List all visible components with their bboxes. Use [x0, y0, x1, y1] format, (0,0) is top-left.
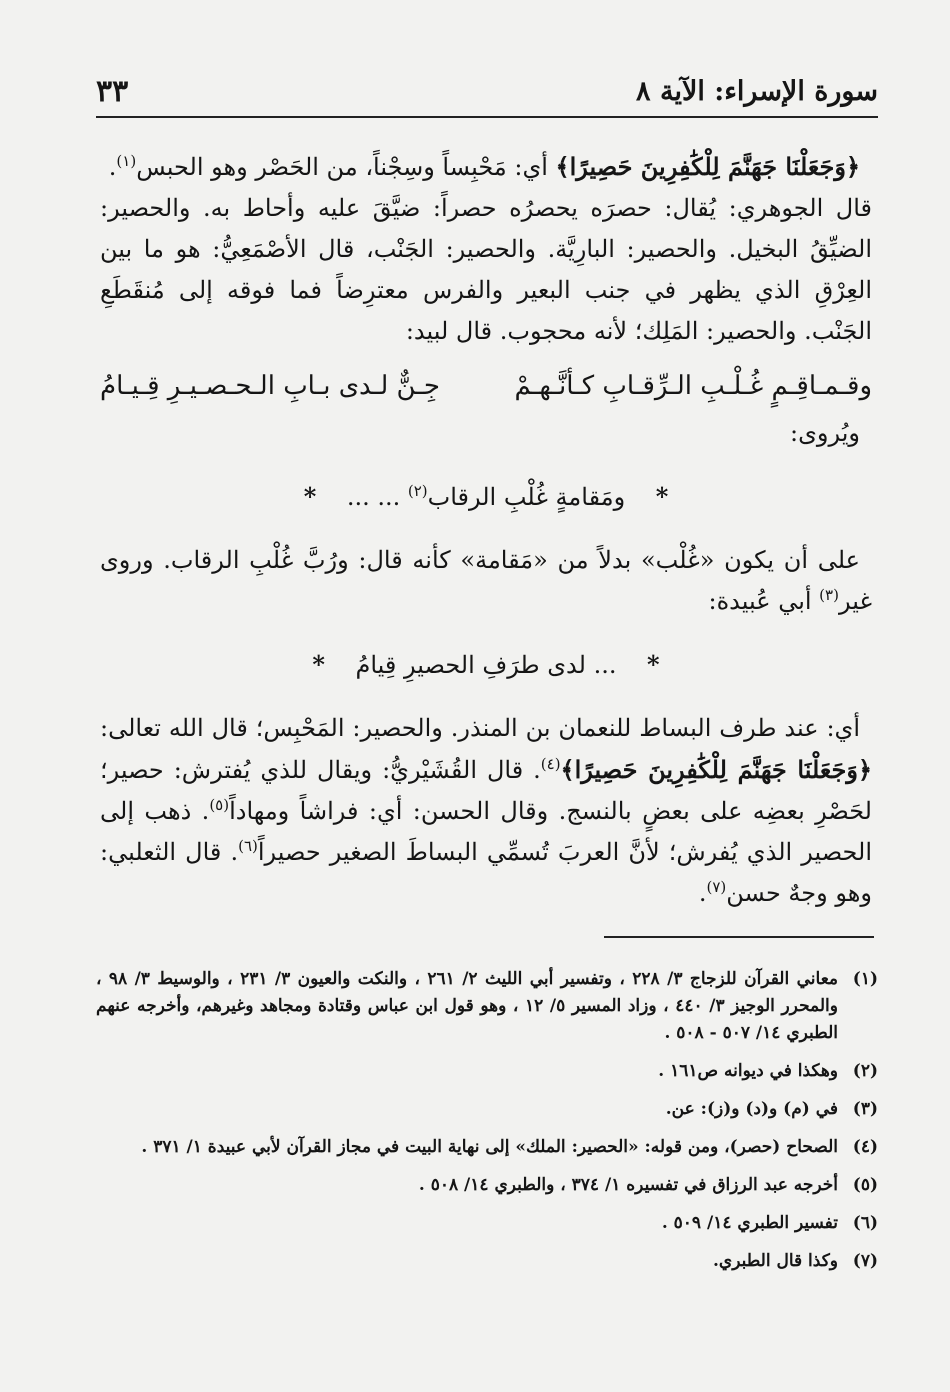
footnote-number: (٢): [852, 1061, 878, 1081]
footnote-text: وهكذا في ديوانه ص١٦١ .: [658, 1061, 838, 1081]
poetry-fragment-2: [100, 644, 872, 686]
footnote-number: (٧): [852, 1251, 878, 1271]
quran-verse: ﴿وَجَعَلْنَا جَهَنَّمَ لِلْكَٰفِرِينَ حَصِيرًا﴾: [560, 755, 872, 784]
footnote-item: [96, 1058, 878, 1085]
footnote-item: [96, 1172, 878, 1199]
footnote-ref: (٤): [540, 755, 561, 773]
text-run: أي: عند طرف البساط للنعمان بن المنذر. والحصير: المَحْبِس؛ قال الله تعالى:: [100, 714, 861, 742]
paragraph-4: [100, 540, 872, 622]
footnote-text: أخرجه عبد الرزاق في تفسيره ١/ ٣٧٤ ، والطبري ١٤/ ٥٠٨ .: [418, 1175, 838, 1195]
verse-first-hemistich: وقـمـاقِـمٍ غُـلْـبِ الـرِّقـابِ كـأنَّـهـمْ: [514, 371, 872, 401]
footnote-ref: (٧): [706, 878, 727, 896]
footnote-number: (٤): [852, 1137, 878, 1157]
footnote-number: (٥): [852, 1175, 878, 1195]
footnote-text: في (م) و(د) و(ز): عن.: [665, 1099, 838, 1119]
text-run: أي: مَحْبِساً وسِجْناً، من الحَصْر وهو الحبس: [136, 153, 556, 181]
text-run: . قال القُشَيْريُّ: ويقال للذي يُفترش: حصير؛ لحَصْرِ بعضِه على بعضٍ بالنسج. وقال الحسن: أي: فراشاً ومهاداً: [100, 756, 872, 825]
text-run: .: [108, 153, 117, 181]
paragraph-3: ويُروى:: [790, 419, 860, 447]
footnote-text: الصحاح (حصر)، ومن قوله: «الحصير: الملك» إلى نهاية البيت في مجاز القرآن لأبي عبيدة ١/ ٣٧١ .: [141, 1137, 838, 1157]
footnote-ref: (١): [116, 152, 137, 170]
footnote-item: [96, 1248, 878, 1275]
star-ornament: *: [655, 482, 669, 511]
running-title: سورة الإسراء: الآية ٨: [636, 76, 878, 107]
paragraph-1: [100, 146, 872, 188]
text-run: على أن يكون «غُلْب» بدلاً من «مَقامة» كأنه قال: ورُبَّ غُلْبِ الرقاب. وروى غير: [100, 546, 872, 615]
footnote-item: [96, 1210, 878, 1237]
footnotes: [96, 966, 878, 1286]
fragment-text: ومَقامةٍ غُلْبِ الرقاب: [427, 483, 626, 511]
fragment-tail: ... ...: [346, 483, 408, 511]
verse-second-hemistich: جِـنٌّ لـدى بـابِ الـحـصـيـرِ قِـيـامُ: [100, 371, 440, 401]
fragment-text: ... لدى طرَفِ الحصيرِ قِيامُ: [355, 651, 617, 679]
page-header: [96, 74, 878, 114]
footnote-ref: (٣): [819, 586, 839, 604]
text-run: . قال الثعلبي: وهو وجهٌ حسن: [100, 838, 872, 907]
quran-verse: ﴿وَجَعَلْنَا جَهَنَّمَ لِلْكَٰفِرِينَ حَصِيرًا﴾: [555, 152, 860, 181]
footnote-number: (٣): [852, 1099, 878, 1119]
footnote-ref: (٦): [238, 837, 258, 855]
page-number: ٣٣: [96, 74, 129, 109]
paragraph-2: قال الجوهري: يُقال: حصرَه يحصرُه حصراً: ضيَّقَ عليه وأحاط به. والحصير: الضيِّقُ البخيل. والحصير: البارِيَّة. والحصير: الجَنْب، قال الأصْمَعِيُّ: هو ما بين العِرْقِ الذي يظهر في جنب البعير والفرس معترِضاً فما فوقه إلى مُنقَطَعِ الجَنْب. والحصير: المَلِك؛ لأنه محجوب. قال لبيد:: [100, 194, 872, 345]
star-ornament: *: [312, 650, 325, 679]
poetry-verse: [100, 366, 872, 407]
footnote-text: معاني القرآن للزجاج ٣/ ٢٢٨ ، وتفسير أبي الليث ٢/ ٢٦١ ، والنكت والعيون ٣/ ٢٣١ ، والوسيط ٣/ ٩٨ ، والمحرر الوجيز ٣/ ٤٤٠ ، وزاد المسير ٥/ ١٢ ، وهو قول ابن عباس وقتادة ومجاهد وغيرهم، وأخرجه عنهم الطبري ١٤/ ٥٠٧ - ٥٠٨ .: [96, 969, 838, 1043]
text-run: . ذهب إلى الحصير الذي يُفرش؛ لأنَّ العربَ تُسمِّي البساطَ الصغير حصيراً: [100, 797, 873, 866]
footnote-text: تفسير الطبري ١٤/ ٥٠٩ .: [661, 1213, 838, 1233]
footnote-item: [96, 1096, 878, 1123]
star-ornament: *: [303, 482, 317, 511]
star-ornament: *: [647, 650, 660, 679]
footnote-number: (١): [852, 969, 878, 989]
footnote-separator: [604, 936, 874, 938]
paragraph-5: [100, 708, 872, 914]
footnote-item: [96, 966, 878, 1047]
text-run: .: [698, 879, 707, 907]
footnote-number: (٦): [852, 1213, 878, 1233]
main-text: [100, 146, 872, 914]
footnote-ref: (٥): [209, 796, 230, 814]
footnote-text: وكذا قال الطبري.: [712, 1251, 838, 1271]
header-rule: [96, 116, 878, 118]
footnote-item: [96, 1134, 878, 1161]
footnote-ref: (٢): [407, 482, 428, 500]
poetry-fragment-1: [100, 476, 872, 518]
text-run: أبي عُبيدة:: [708, 587, 820, 615]
